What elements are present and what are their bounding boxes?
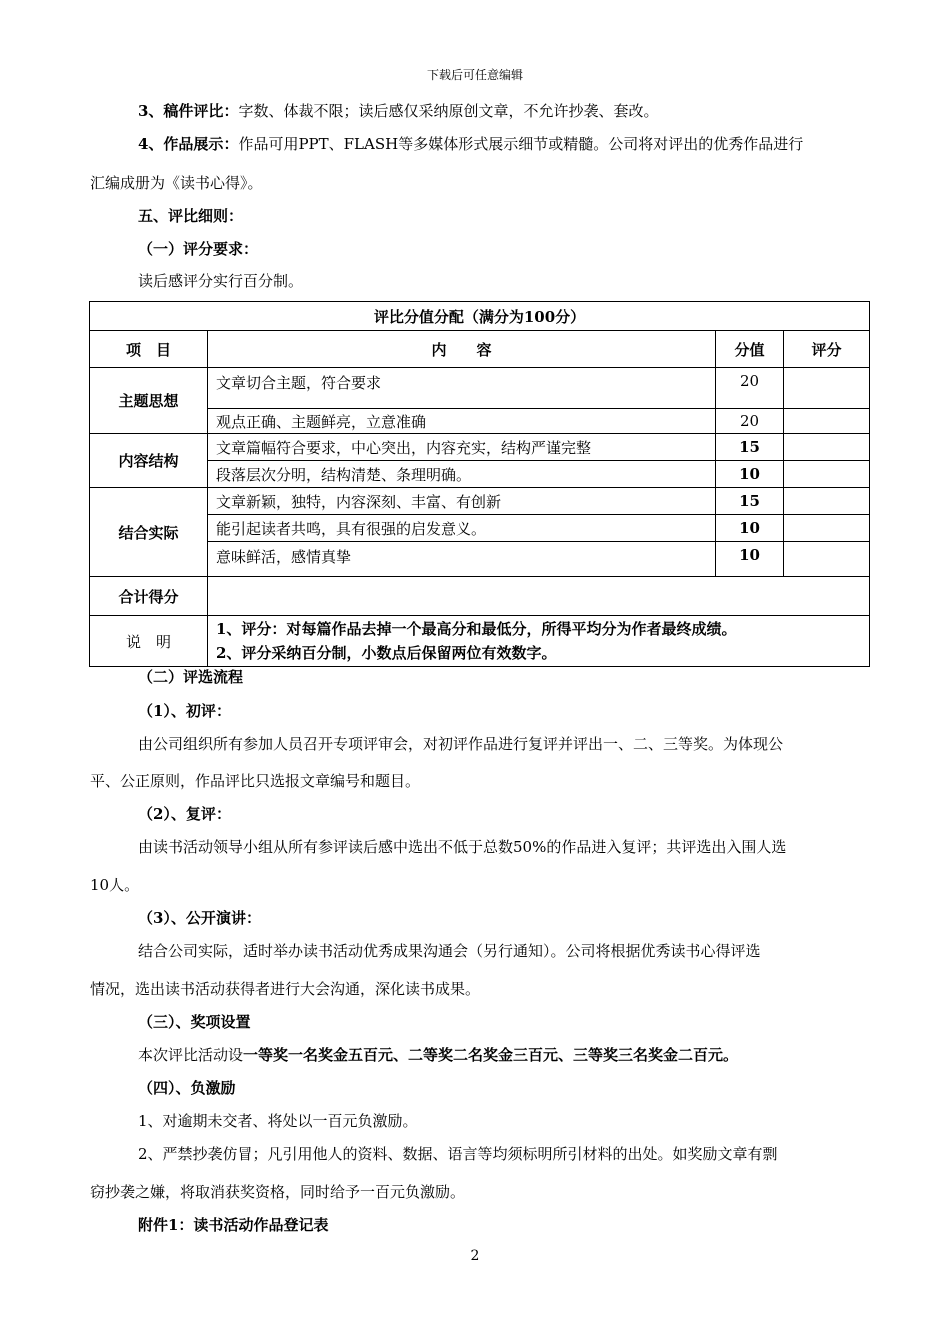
step-2-text: 由读书活动领导小组从所有参评读后感中选出不低于总数50%的作品进入复评；共评选出入围人选 <box>138 838 787 856</box>
item-4-label: 4、作品展示： <box>138 135 239 153</box>
penalty-2-cont: 窃抄袭之嫌，将取消获奖资格，同时给予一百元负激励。 <box>90 1183 466 1201</box>
item-4-text: 作品可用PPT、FLASH等多媒体形式展示细节或精髓。公司将对评出的优秀作品进行 <box>238 135 804 153</box>
step-2-title: （2）、复评： <box>138 805 231 823</box>
col-header-score: 评分 <box>784 331 870 368</box>
total-label: 合计得分 <box>90 577 208 616</box>
attachment-title: 附件1：读书活动作品登记表 <box>138 1216 329 1234</box>
row-content: 文章切合主题，符合要求 <box>208 368 716 409</box>
note-line-2: 2、评分采纳百分制，小数点后保留两位有效数字。 <box>216 644 557 662</box>
row-value: 10 <box>716 515 784 542</box>
item-4 <box>138 133 865 154</box>
step-1-title: （1）、初评： <box>138 702 231 720</box>
penalty-1: 1、对逾期未交者、将处以一百元负激励。 <box>138 1112 418 1130</box>
item-4-continued: 汇编成册为《读书心得》。 <box>90 174 263 192</box>
row-value: 10 <box>716 461 784 488</box>
awards-title: （三）、奖项设置 <box>138 1013 251 1031</box>
page-number: 2 <box>470 1248 480 1264</box>
flow-title: （二）评选流程 <box>138 668 244 686</box>
col-header-value: 分值 <box>716 331 784 368</box>
row-value: 15 <box>716 434 784 461</box>
col-header-item: 项 目 <box>90 331 208 368</box>
group-name: 结合实际 <box>90 488 208 577</box>
row-value: 20 <box>716 368 784 409</box>
item-3-label: 3、稿件评比： <box>138 102 239 120</box>
col-header-content: 内 容 <box>208 331 716 368</box>
section-5-sub1: （一）评分要求： <box>138 240 259 258</box>
total-value-cell <box>208 577 870 616</box>
section-5-title: 五、评比细则： <box>138 207 244 225</box>
note-line-1: 1、评分：对每篇作品去掉一个最高分和最低分，所得平均分为作者最终成绩。 <box>216 620 737 638</box>
note-label: 说 明 <box>90 616 208 667</box>
item-3-text: 字数、体裁不限；读后感仅采纳原创文章，不允许抄袭、套改。 <box>238 102 659 120</box>
penalty-title: （四）、负激励 <box>138 1079 236 1097</box>
awards-text-bold: 一等奖一名奖金五百元、二等奖二名奖金三百元、三等奖三名奖金二百元。 <box>243 1046 739 1064</box>
row-score-cell <box>784 409 870 434</box>
step-1-text-cont: 平、公正原则，作品评比只选报文章编号和题目。 <box>90 772 421 790</box>
row-score-cell <box>784 515 870 542</box>
group-name: 内容结构 <box>90 434 208 488</box>
note-text <box>208 616 870 667</box>
table-title: 评比分值分配（满分为100分） <box>90 302 870 331</box>
row-content: 观点正确、主题鲜亮，立意准确 <box>208 409 716 434</box>
row-content: 段落层次分明，结构清楚、条理明确。 <box>208 461 716 488</box>
step-3-text: 结合公司实际，适时举办读书活动优秀成果沟通会（另行通知）。公司将根据优秀读书心得评选 <box>138 942 761 960</box>
penalty-2: 2、严禁抄袭仿冒；凡引用他人的资料、数据、语言等均须标明所引材料的出处。如奖励文章有剽 <box>138 1145 778 1163</box>
row-score-cell <box>784 461 870 488</box>
awards-text <box>138 1044 865 1065</box>
group-name: 主题思想 <box>90 368 208 434</box>
row-value: 20 <box>716 409 784 434</box>
row-score-cell <box>784 434 870 461</box>
score-table <box>89 301 870 667</box>
awards-text-plain: 本次评比活动设 <box>138 1046 244 1064</box>
step-3-title: （3）、公开演讲： <box>138 909 261 927</box>
row-score-cell <box>784 488 870 515</box>
row-value: 15 <box>716 488 784 515</box>
item-3 <box>138 100 865 121</box>
row-score-cell <box>784 542 870 577</box>
row-content: 能引起读者共鸣，具有很强的启发意义。 <box>208 515 716 542</box>
row-score-cell <box>784 368 870 409</box>
step-3-text-cont: 情况，选出读书活动获得者进行大会沟通，深化读书成果。 <box>90 980 481 998</box>
row-content: 文章篇幅符合要求，中心突出，内容充实，结构严谨完整 <box>208 434 716 461</box>
row-value: 10 <box>716 542 784 577</box>
row-content: 文章新颖，独特，内容深刻、丰富、有创新 <box>208 488 716 515</box>
step-1-text: 由公司组织所有参加人员召开专项评审会，对初评作品进行复评并评出一、二、三等奖。为体现公 <box>138 735 784 753</box>
row-content: 意味鲜活，感情真挚 <box>208 542 716 577</box>
step-2-text-cont: 10人。 <box>90 876 140 894</box>
section-5-sub1-text: 读后感评分实行百分制。 <box>138 272 304 290</box>
page-header: 下载后可任意编辑 <box>426 68 523 82</box>
